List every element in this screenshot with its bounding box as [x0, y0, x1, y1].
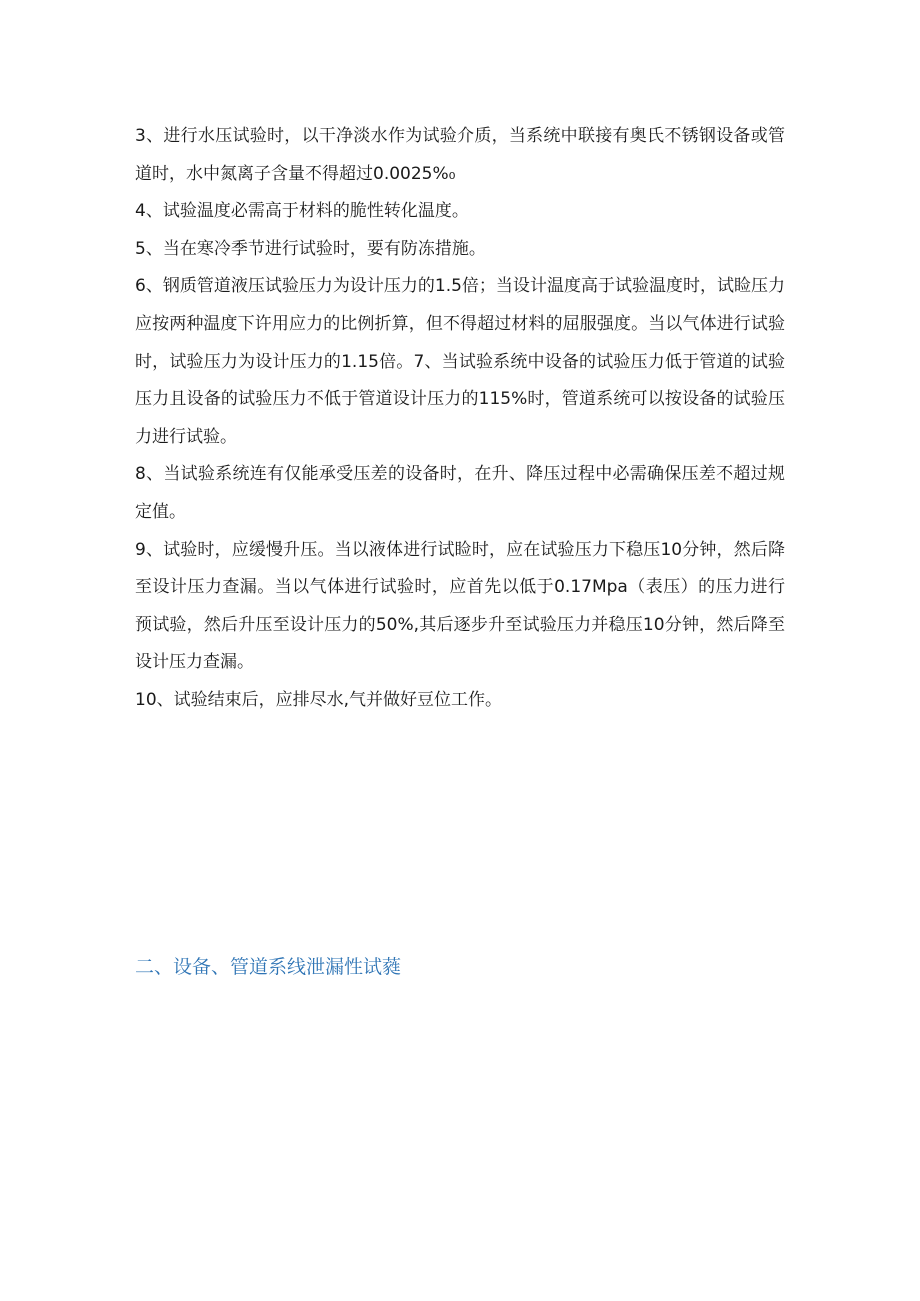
paragraph-item-8: 8、当试验系统连有仅能承受压差的设备时，在升、降压过程中必需确保压差不超过规定值。 [135, 464, 785, 522]
paragraph-item-3: 3、进行水压试验时，以干净淡水作为试验介质，当系统中联接有奥氏不锈钢设备或管道时，水中氮离子含量不得超过0.0025%₀ [135, 126, 785, 184]
section-heading: 二、设备、管道系线泄漏性试蕤 [135, 956, 402, 978]
paragraph-item-10: 10、试验结束后，应排尽水,气并做好豆位工作。 [135, 689, 503, 710]
document-body [135, 118, 785, 720]
paragraph-item-5: 5、当在寒冷季节进行试验时，要有防冻措施。 [135, 238, 486, 259]
paragraph-item-6: 6、钢质管道液压试验压力为设计压力的1.5倍；当设计温度高于试验温度时，试睑压力应按两种温度下许用应力的比例折算，但不得超过材料的屈服强度。当以气体进行试验时，试验压力为设计压力的1.15倍。7、当试验系统中设备的试验压力低于管道的试验压力且设备的试验压力不低于管道设计压力的115%时，管道系统可以按设备的试验压力进行试验。 [135, 276, 785, 447]
paragraph-item-9: 9、试验时，应缓慢升压。当以液体进行试睑时，应在试验压力下稳压10分钟，然后降至设计压力查漏。当以气体进行试验时，应首先以低于0.17Mpa（表压）的压力进行预试验，然后升压至设计压力的50%,其后逐步升至试验压力并稳压10分钟，然后降至设计压力查漏。 [135, 539, 785, 673]
paragraph-item-4: 4、试验温度必需高于材料的脆性转化温度。 [135, 201, 469, 222]
